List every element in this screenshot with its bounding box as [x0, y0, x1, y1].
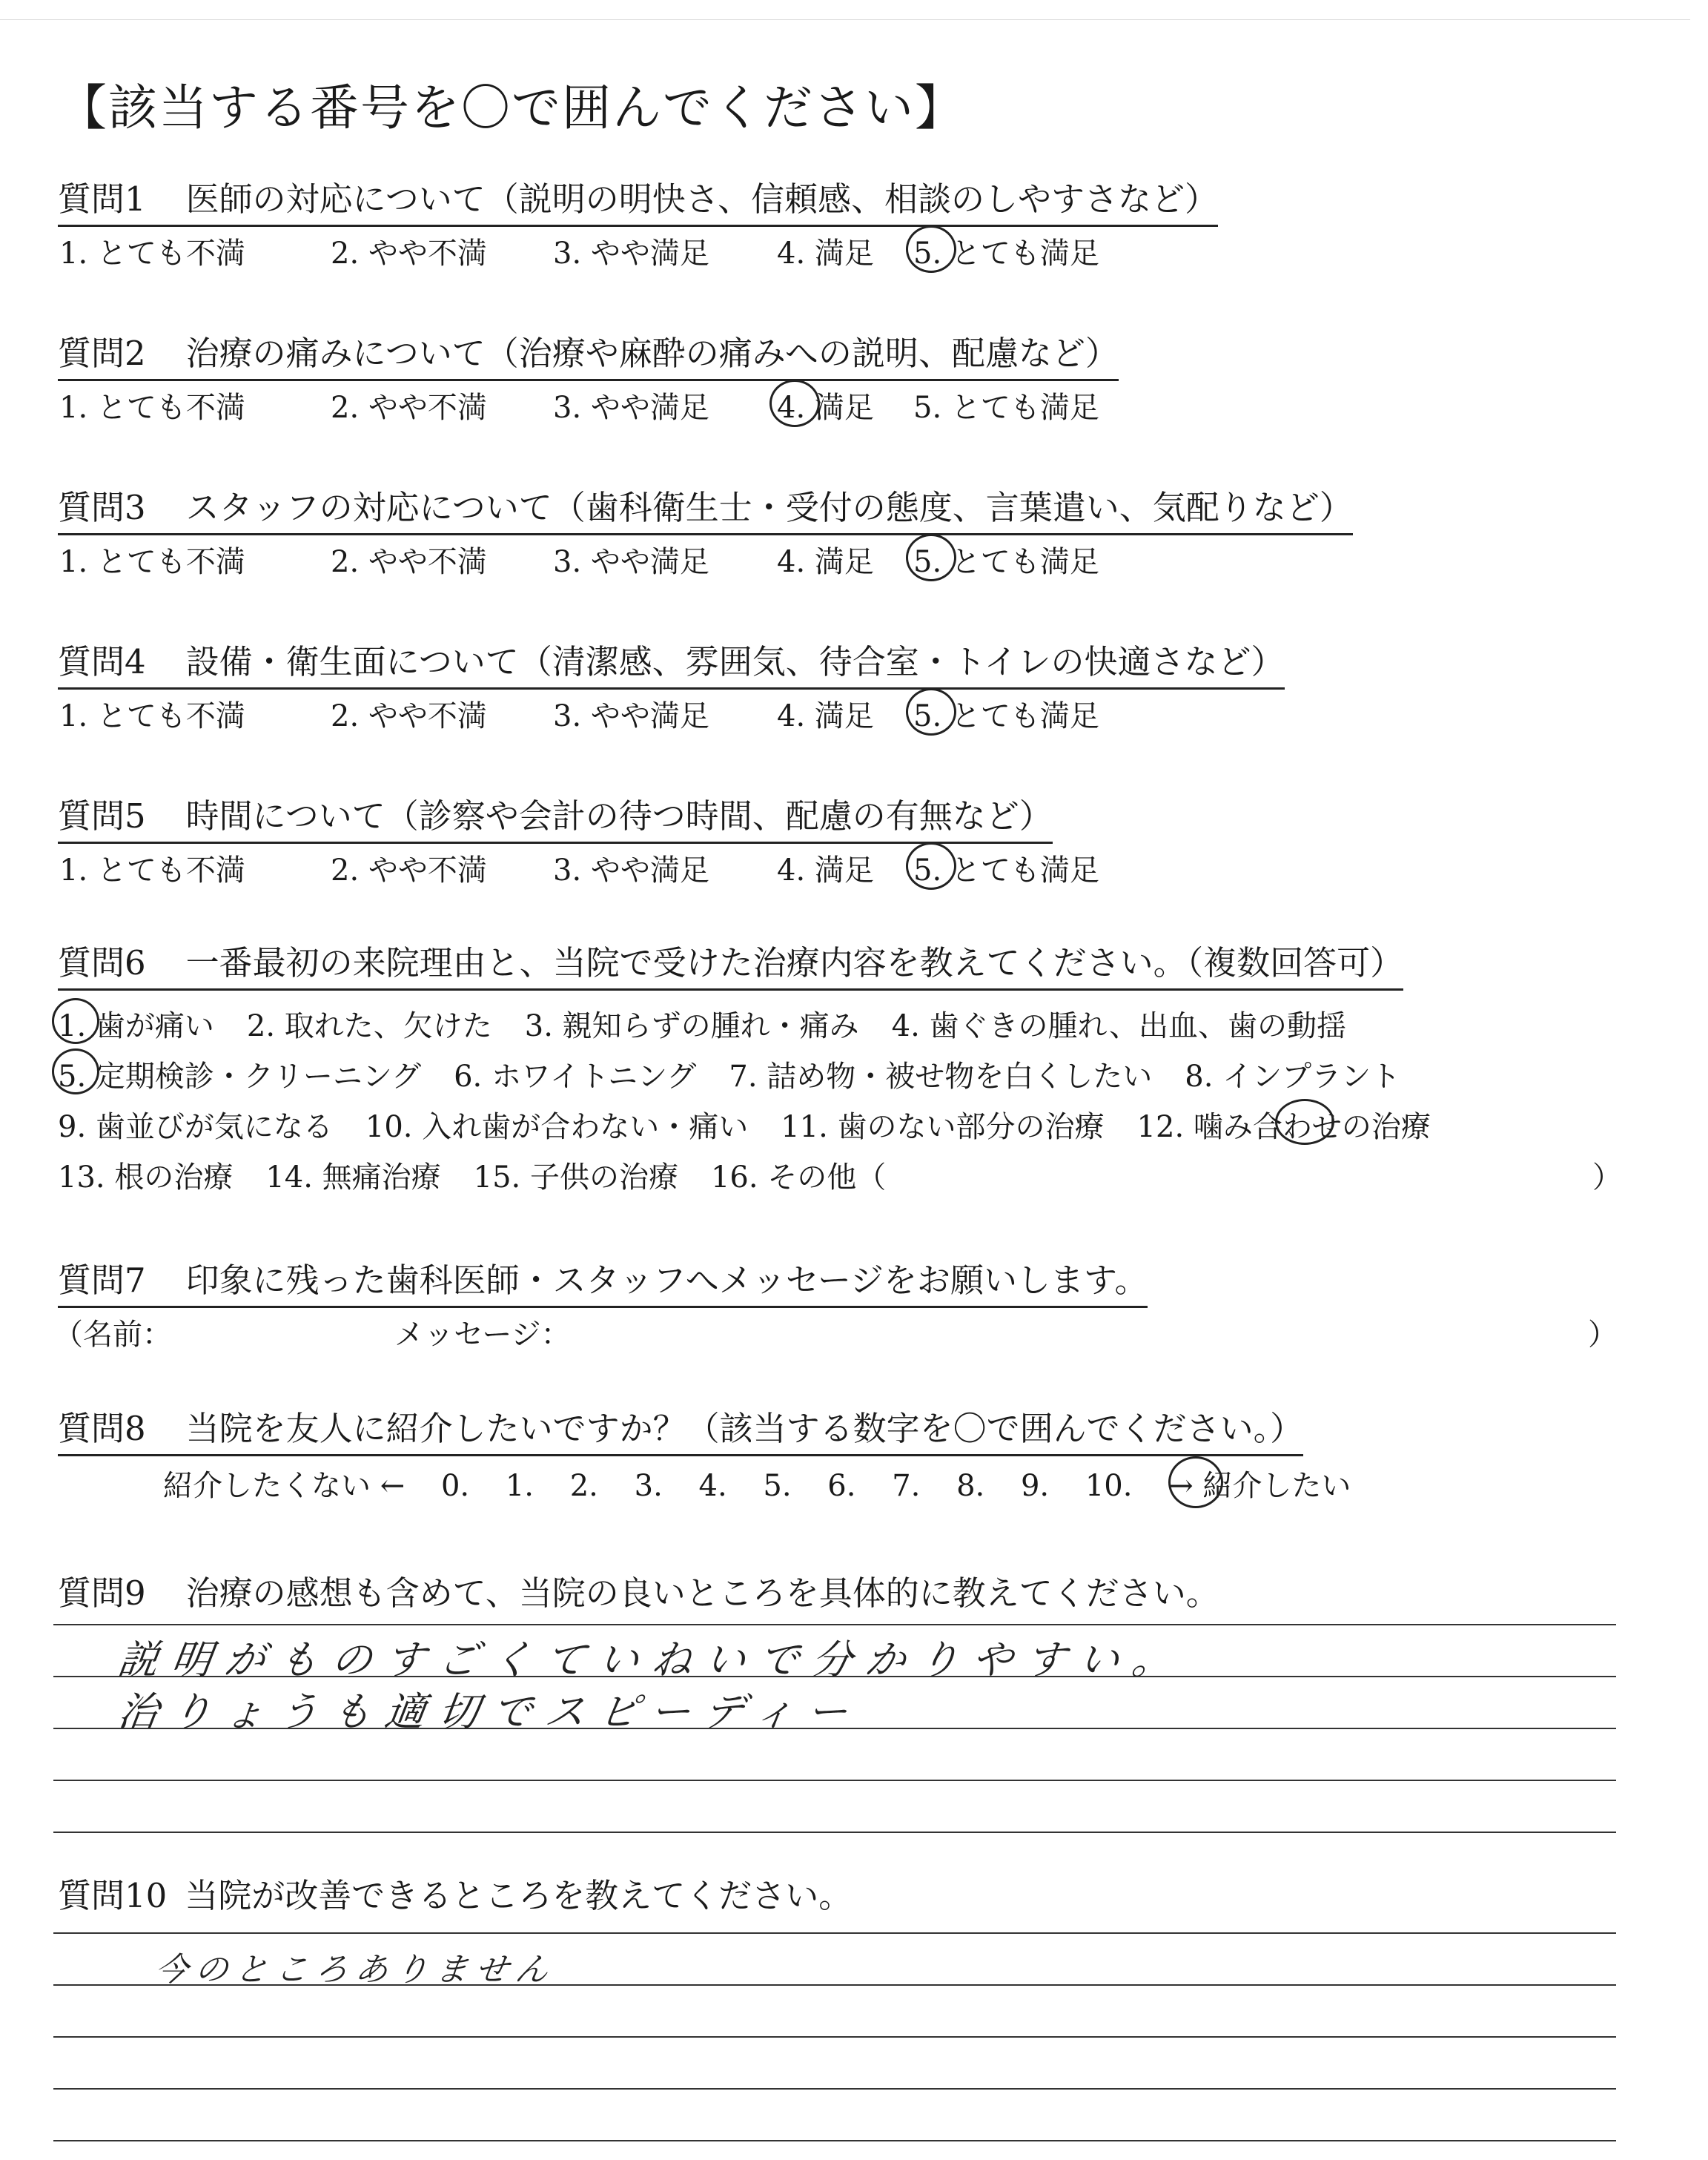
q1-text: 医師の対応について（説明の明快さ、信頼感、相談のしやすさなど）: [185, 179, 1218, 219]
q3-label: 質問3: [58, 488, 146, 527]
q2-option-4[interactable]: 4. 満足: [777, 391, 874, 425]
q1-label: 質問1: [58, 179, 146, 219]
q5-option-4[interactable]: 4. 満足: [777, 853, 874, 888]
q8-value[interactable]: 7.: [892, 1469, 921, 1503]
q6-label: 質問6: [58, 943, 146, 982]
q2-heading: [58, 326, 1119, 381]
q10-heading: [58, 1869, 852, 1917]
q7-text: 印象に残った歯科医師・スタッフへメッセージをお願いします。: [185, 1261, 1148, 1300]
q4-option-5[interactable]: 5. とても満足: [913, 699, 1099, 733]
q6-option-3[interactable]: 3. 親知らずの腫れ・痛み: [524, 1009, 859, 1043]
q9-heading: [58, 1566, 1219, 1614]
q6-option-10[interactable]: 10. 入れ歯が合わない・痛い: [365, 1110, 749, 1144]
selection-circle: [906, 842, 956, 890]
selection-circle: [906, 534, 956, 581]
q4-option-4[interactable]: 4. 満足: [777, 699, 874, 733]
q7-answer-line: [53, 1311, 1618, 1353]
q3-option-5[interactable]: 5. とても満足: [913, 545, 1099, 579]
q2-option-2[interactable]: 2. やや不満: [331, 391, 487, 425]
q4-label: 質問4: [58, 642, 146, 681]
q8-left-label: 紹介したくない ←: [163, 1469, 406, 1503]
selection-circle: [1275, 1099, 1334, 1145]
q1-option-4[interactable]: 4. 満足: [777, 237, 874, 271]
q8-value[interactable]: 9.: [1020, 1469, 1050, 1503]
q6-option-13[interactable]: 13. 根の治療: [58, 1160, 234, 1195]
q8-value-selected[interactable]: 10.: [1085, 1469, 1133, 1503]
q8-value[interactable]: 2.: [569, 1469, 598, 1503]
q1-option-2[interactable]: 2. やや不満: [331, 237, 487, 271]
q8-right-label: → 紹介したい: [1168, 1469, 1351, 1503]
selection-circle: [906, 225, 956, 273]
q5-option-1[interactable]: 1. とても不満: [59, 853, 245, 888]
q8-value[interactable]: 6.: [827, 1469, 856, 1503]
q2-option-1[interactable]: 1. とても不満: [59, 391, 245, 425]
q4-option-3[interactable]: 3. やや満足: [553, 699, 709, 733]
q1-heading: [58, 172, 1218, 227]
q6-close-paren: ）: [1592, 1160, 1622, 1195]
q4-text: 設備・衛生面について（清潔感、雰囲気、待合室・トイレの快適さなど）: [185, 642, 1285, 681]
q2-option-5[interactable]: 5. とても満足: [913, 391, 1099, 425]
q4-option-2[interactable]: 2. やや不満: [331, 699, 487, 733]
selection-circle: [906, 688, 956, 736]
q2-option-3[interactable]: 3. やや満足: [553, 391, 709, 425]
q6-option-11[interactable]: 11. 歯のない部分の治療: [781, 1110, 1105, 1144]
q3-text: スタッフの対応について（歯科衛生士・受付の態度、言葉遣い、気配りなど）: [185, 488, 1353, 527]
q1-option-1[interactable]: 1. とても不満: [59, 237, 245, 271]
q6-option-4[interactable]: 4. 歯ぐきの腫れ、出血、歯の動揺: [891, 1009, 1346, 1043]
q8-value[interactable]: 8.: [956, 1469, 985, 1503]
q6-option-6[interactable]: 6. ホワイトニング: [454, 1060, 697, 1094]
q3-option-4[interactable]: 4. 満足: [777, 545, 874, 579]
q6-row-3: [58, 1103, 1463, 1146]
selection-circle: [1168, 1456, 1223, 1508]
answer-line: [53, 1832, 1616, 1833]
q4-heading: [58, 635, 1285, 690]
q8-value[interactable]: 1.: [505, 1469, 534, 1503]
q6-row-2: [58, 1053, 1433, 1095]
scan-edge-line: [0, 19, 1690, 20]
q7-heading: [58, 1253, 1148, 1308]
q6-option-12[interactable]: 12. 噛み合わせの治療: [1136, 1110, 1431, 1144]
q4-option-1[interactable]: 1. とても不満: [59, 699, 245, 733]
q6-option-9[interactable]: 9. 歯並びが気になる: [58, 1110, 333, 1144]
q6-option-5[interactable]: 5. 定期検診・クリーニング: [58, 1060, 422, 1094]
q8-heading: [58, 1401, 1303, 1456]
q1-option-3[interactable]: 3. やや満足: [553, 237, 709, 271]
q6-option-15[interactable]: 15. 子供の治療: [473, 1160, 678, 1195]
q8-value[interactable]: 3.: [634, 1469, 663, 1503]
q5-text: 時間について（診察や会計の待つ時間、配慮の有無など）: [185, 796, 1053, 836]
q5-label: 質問5: [58, 796, 146, 836]
q3-option-1[interactable]: 1. とても不満: [59, 545, 245, 579]
q6-option-2[interactable]: 2. 取れた、欠けた: [246, 1009, 492, 1043]
selection-circle: [52, 998, 99, 1044]
selection-circle: [52, 1048, 99, 1094]
q5-option-3[interactable]: 3. やや満足: [553, 853, 709, 888]
q9-label: 質問9: [58, 1573, 146, 1613]
q10-label: 質問10: [58, 1876, 168, 1915]
q5-heading: [58, 789, 1053, 844]
q8-value[interactable]: 4.: [698, 1469, 727, 1503]
q6-text: 一番最初の来院理由と、当院で受けた治療内容を教えてください。（複数回答可）: [185, 943, 1404, 982]
q6-option-8[interactable]: 8. インプラント: [1185, 1060, 1401, 1094]
answer-line: [53, 2036, 1616, 2038]
q8-value[interactable]: 0.: [440, 1469, 470, 1503]
q10-text: 当院が改善できるところを教えてください。: [185, 1876, 853, 1915]
answer-line: [53, 1780, 1616, 1781]
q2-label: 質問2: [58, 334, 146, 373]
page-title: 【該当する番号を〇で囲んでください】: [58, 79, 965, 136]
q6-row-1: [58, 1003, 1379, 1045]
q3-heading: [58, 480, 1353, 535]
q1-option-5[interactable]: 5. とても満足: [913, 237, 1099, 271]
answer-line: [53, 1624, 1616, 1625]
answer-line: [53, 1932, 1616, 1934]
q6-row-4: [58, 1154, 1622, 1196]
q9-handwritten-line-1: 説明がものすごくていねいで分かりやすい。: [115, 1636, 1189, 1683]
q6-option-14[interactable]: 14. 無痛治療: [265, 1160, 441, 1195]
q6-option-16[interactable]: 16. その他（: [710, 1160, 887, 1195]
q7-message-label: メッセージ：: [394, 1318, 571, 1352]
q6-option-7[interactable]: 7. 詰め物・被せ物を白くしたい: [729, 1060, 1153, 1094]
q8-text: 当院を友人に紹介したいですか？（該当する数字を〇で囲んでください。）: [185, 1409, 1304, 1448]
q6-heading: [58, 936, 1403, 991]
answer-line: [53, 2088, 1616, 2090]
q5-option-5[interactable]: 5. とても満足: [913, 853, 1099, 888]
q9-text: 治療の感想も含めて、当院の良いところを具体的に教えてください。: [185, 1573, 1219, 1613]
q5-option-2[interactable]: 2. やや不満: [331, 853, 487, 888]
q8-value[interactable]: 5.: [763, 1469, 792, 1503]
selection-circle: [769, 380, 820, 427]
q7-name-label: （名前：: [53, 1318, 172, 1352]
q3-option-2[interactable]: 2. やや不満: [331, 545, 487, 579]
q10-handwritten-line-1: 今のところありません: [152, 1951, 558, 1989]
q9-handwritten-line-2: 治りょうも適切でスピーディー: [115, 1688, 864, 1735]
q8-label: 質問8: [58, 1409, 146, 1448]
q3-option-3[interactable]: 3. やや満足: [553, 545, 709, 579]
q7-close-paren: ）: [1588, 1318, 1618, 1352]
q6-option-1[interactable]: 1. 歯が痛い: [58, 1009, 214, 1043]
q2-text: 治療の痛みについて（治療や麻酔の痛みへの説明、配慮など）: [185, 334, 1119, 373]
q7-label: 質問7: [58, 1261, 146, 1300]
answer-line: [53, 2140, 1616, 2141]
